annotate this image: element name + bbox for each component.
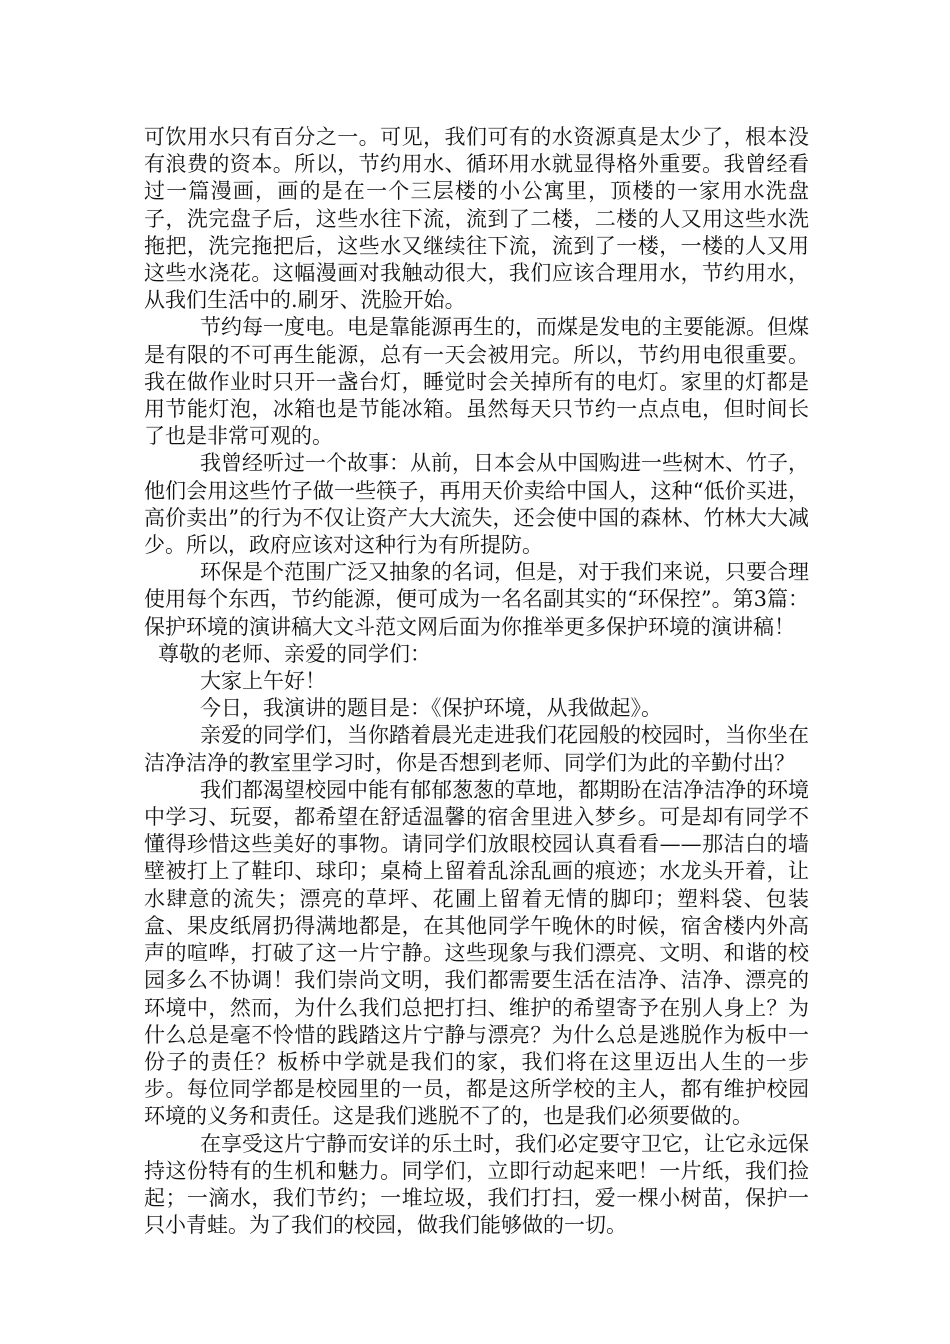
paragraph-electricity-saving: 节约每一度电。电是靠能源再生的，而煤是发电的主要能源。但煤是有限的不可再生能源，总有一天会被用完。所以，节约用电很重要。我在做作业时只开一盏台灯，睡觉时会关掉所有的电灯。家里的灯都是用节能灯泡，冰箱也是节能冰箱。虽然每天只节约一点点电，但时间长了也是非常可观的。 <box>144 315 809 449</box>
speech-topic: 今日，我演讲的题目是：《保护环境，从我做起》。 <box>200 696 662 721</box>
speech-greeting: 大家上午好！ <box>200 669 326 694</box>
speech-salutation: 尊敬的老师、亲爱的同学们： <box>158 641 431 666</box>
paragraph-chopsticks-story: 我曾经听过一个故事：从前，日本会从中国购进一些树木、竹子，他们会用这些竹子做一些筷子，再用天价卖给中国人，这种“低价买进，高价卖出”的行为不仅让资产大大流失，还会使中国的森林、竹林大大减少。所以，政府应该对这种行为有所提防。 <box>144 451 809 558</box>
document-page <box>144 124 809 1239</box>
paragraph-water-saving: 可饮用水只有百分之一。可见，我们可有的水资源真是太少了，根本没有浪费的资本。所以，节约用水、循环用水就显得格外重要。我曾经看过一篇漫画，画的是在一个三层楼的小公寓里，顶楼的一家用水洗盘子，洗完盘子后，这些水往下流，流到了二楼，二楼的人又用这些水洗拖把，洗完拖把后，这些水又继续往下流，流到了一楼，一楼的人又用这些水浇花。这幅漫画对我触动很大，我们应该合理用水，节约用水，从我们生活中的.刷牙、洗脸开始。 <box>144 125 809 313</box>
paragraph-campus-question: 亲爱的同学们，当你踏着晨光走进我们花园般的校园时，当你坐在洁净洁净的教室里学习时，你是否想到老师、同学们为此的辛勤付出？ <box>144 723 809 775</box>
paragraph-call-to-action: 在享受这片宁静而安详的乐土时，我们必定要守卫它，让它永远保持这份特有的生机和魅力。同学们，立即行动起来吧！一片纸，我们捡起；一滴水，我们节约；一堆垃圾，我们打扫，爱一棵小树苗，保护一只小青蛙。为了我们的校园，做我们能够做的一切。 <box>144 1131 809 1238</box>
paragraph-environmental-conclusion: 环保是个范围广泛又抽象的名词，但是，对于我们来说，只要合理使用每个东西，节约能源，便可成为一名名副其实的“环保控”。第3篇：保护环境的演讲稿大文斗范文网后面为你推举更多保护环境的演讲稿！ <box>144 560 809 639</box>
paragraph-campus-problems: 我们都渴望校园中能有郁郁葱葱的草地，都期盼在洁净洁净的环境中学习、玩耍，都希望在舒适温馨的宿舍里进入梦乡。可是却有同学不懂得珍惜这些美好的事物。请同学们放眼校园认真看看——那洁白的墙壁被打上了鞋印、球印；桌椅上留着乱涂乱画的痕迹；水龙头开着，让水肆意的流失；漂亮的草坪、花圃上留着无情的脚印；塑料袋、包装盒、果皮纸屑扔得满地都是，在其他同学午晚休的时候，宿舍楼内外高声的喧哗，打破了这一片宁静。这些现象与我们漂亮、文明、和谐的校园多么不协调！我们崇尚文明，我们都需要生活在洁净、洁净、漂亮的环境中，然而，为什么我们总把打扫、维护的希望寄予在别人身上？为什么总是毫不怜惜的践踏这片宁静与漂亮？为什么总是逃脱作为板中一份子的责任？板桥中学就是我们的家，我们将在这里迈出人生的一步步。每位同学都是校园里的一员，都是这所学校的主人，都有维护校园环境的义务和责任。这是我们逃脱不了的，也是我们必须要做的。 <box>144 777 809 1129</box>
